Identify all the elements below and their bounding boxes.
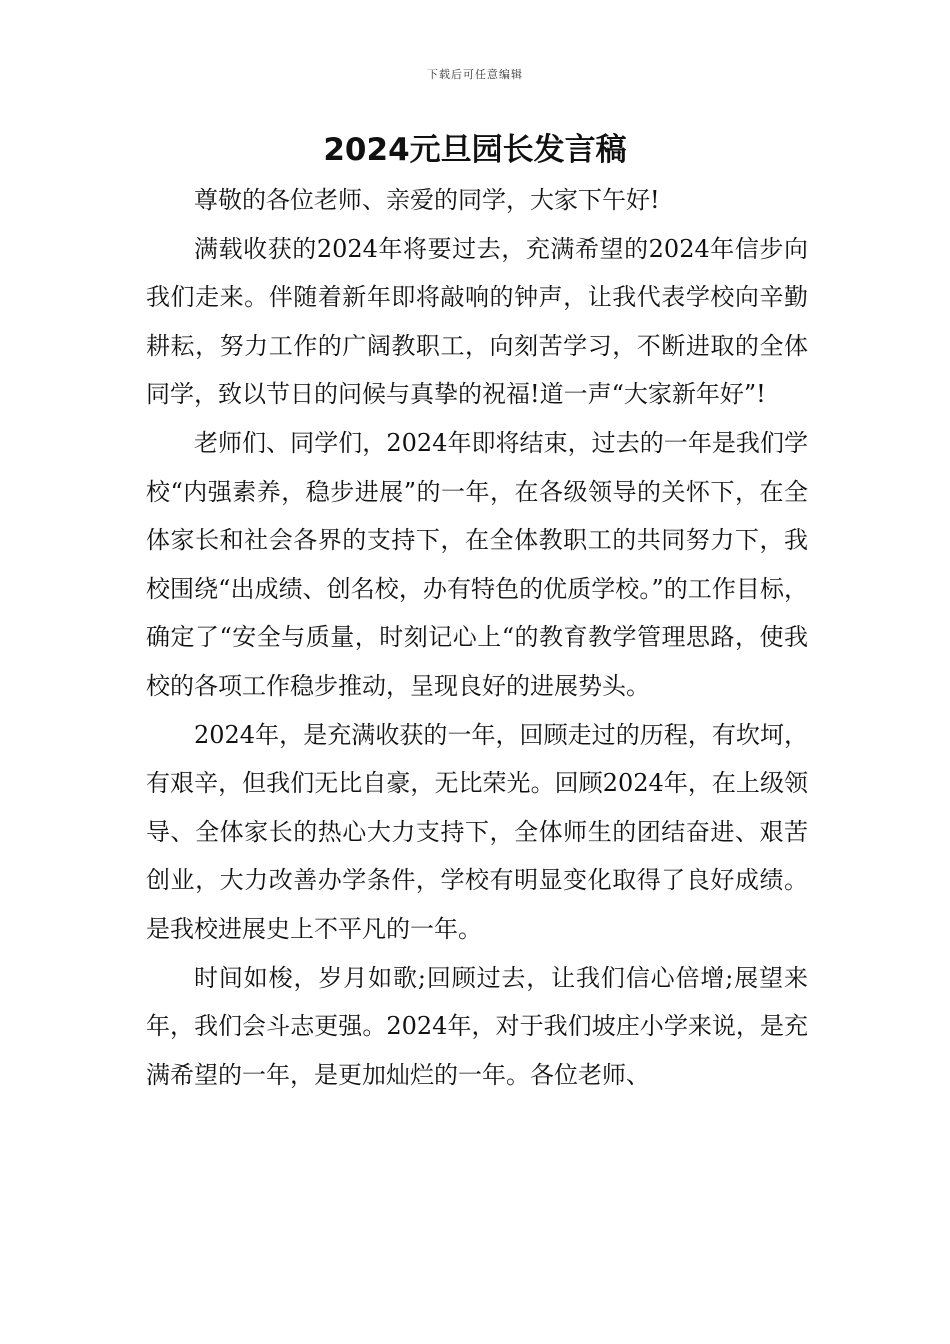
paragraph-new-year-wishes: 满载收获的2024年将要过去，充满希望的2024年信步向我们走来。伴随着新年即将敲响的钟声，让我代表学校向辛勤耕耘，努力工作的广阔教职工，向刻苦学习，不断进取的全体同学，致以节日的问候与真挚的祝福!道一声“大家新年好”! bbox=[146, 234, 808, 409]
paragraph-outlook: 时间如梭，岁月如歌;回顾过去，让我们信心倍增;展望来年，我们会斗志更强。2024年，对于我们坡庄小学来说，是充满希望的一年，是更加灿烂的一年。各位老师、 bbox=[146, 963, 808, 1089]
document-title: 2024元旦园长发言稿 bbox=[323, 132, 627, 168]
document-body bbox=[146, 176, 808, 1099]
paragraph-greeting: 尊敬的各位老师、亲爱的同学，大家下午好! bbox=[194, 186, 660, 214]
download-note: 下载后可任意编辑 bbox=[427, 68, 523, 81]
paragraph-past-year-review: 老师们、同学们，2024年即将结束，过去的一年是我们学校“内强素养，稳步进展”的一年，在各级领导的关怀下，在全体家长和社会各界的支持下，在全体教职工的共同努力下，我校围绕“出成绩、创名校，办有特色的优质学校。”的工作目标，确定了“安全与质量，时刻记心上“的教育教学管理思路，使我校的各项工作稳步推动，呈现良好的进展势头。 bbox=[146, 428, 808, 700]
paragraph-achievements: 2024年，是充满收获的一年，回顾走过的历程，有坎坷，有艰辛，但我们无比自豪，无比荣光。回顾2024年，在上级领导、全体家长的热心大力支持下，全体师生的团结奋进、艰苦创业，大力改善办学条件，学校有明显变化取得了良好成绩。是我校进展史上不平凡的一年。 bbox=[146, 720, 808, 943]
